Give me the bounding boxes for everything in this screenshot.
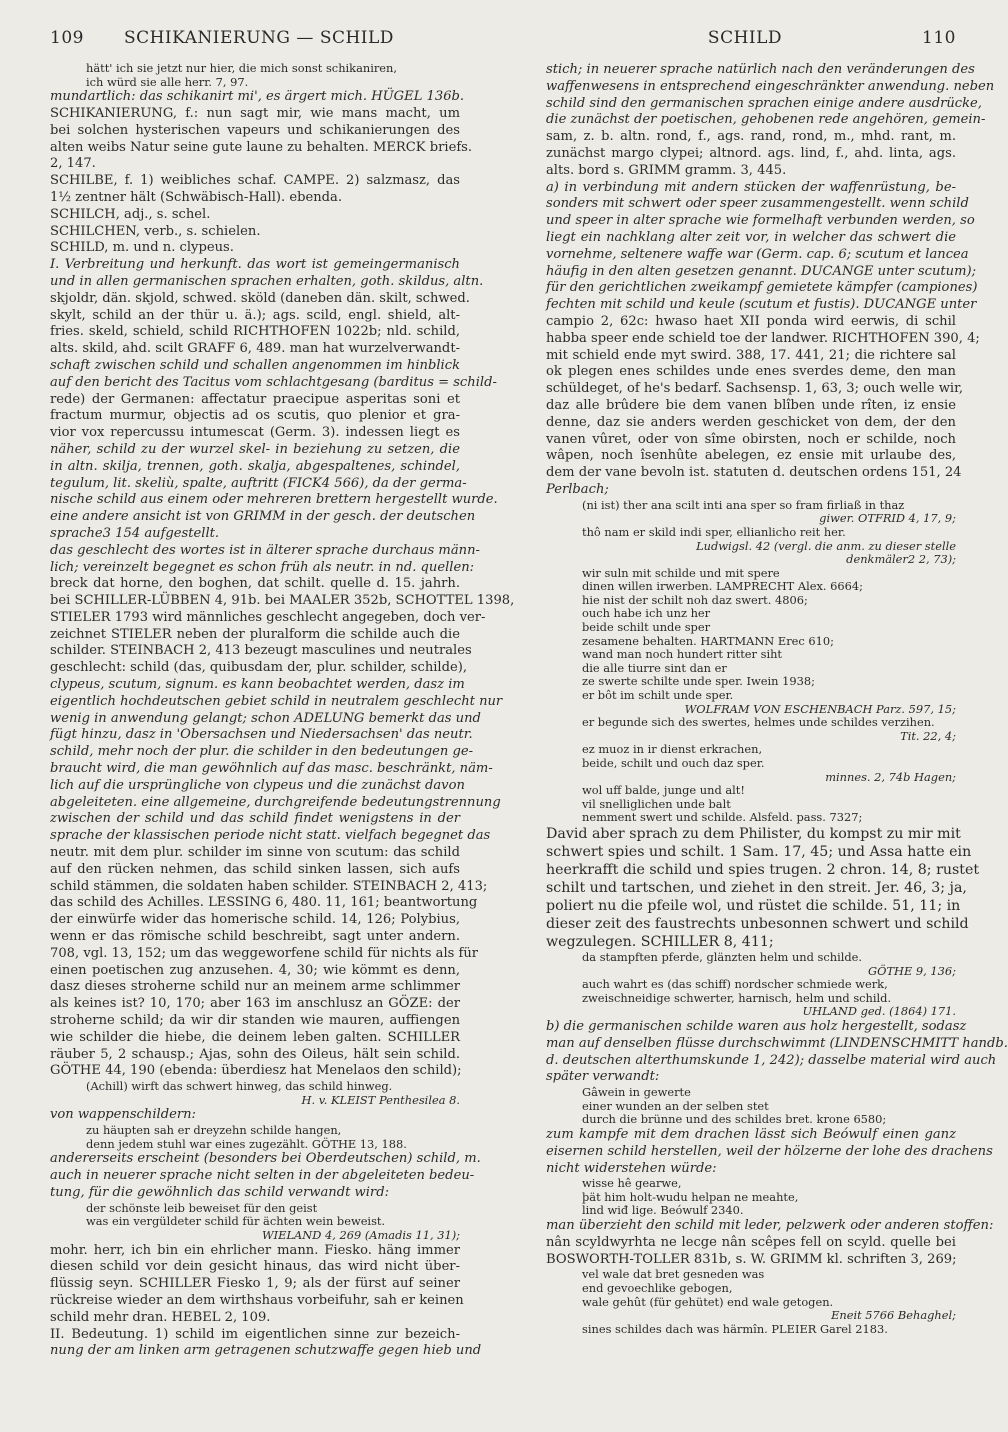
text-line: vornehme, seltenere waffe war (Germ. cap. 6; scutum et lancea <box>546 246 969 262</box>
text-line: ze swerte schilte unde sper. Iwein 1938; <box>582 674 815 689</box>
text-line: vanen vûret, oder von sîme obirsten, noch er schilde, noch <box>546 431 956 447</box>
text-line: der schönste leib beweiset für den geist <box>86 1200 318 1215</box>
text-line: neutr. mit dem plur. schilder im sinne von scutum: das schild <box>50 845 460 861</box>
text-line: dasz dieses stroherne schild nur an meinem arme schlimmer <box>50 979 460 995</box>
text-line: hie nist der schilt noh daz swert. 4806; <box>582 592 808 607</box>
text-line: end gevoechlike gebogen, <box>582 1281 733 1296</box>
text-line: 2, 147. <box>50 156 96 172</box>
text-line: WOLFRAM VON ESCHENBACH Parz. 597, 15; <box>684 701 956 716</box>
text-line: in altn. skilja, trennen, goth. skalja, abgespaltenes, schindel, <box>50 458 460 474</box>
text-line: das schild des Achilles. LESSING 6, 480. 11, 161; beantwortung <box>50 895 478 911</box>
text-line: 708, vgl. 13, 152; um das weggeworfene schild für nichts als für <box>50 945 479 961</box>
text-line: schild sind den germanischen sprachen einige andere ausdrücke, <box>546 95 982 111</box>
text-line: schüldeget, of he's bedarf. Sachsensp. 1, 63, 3; ouch welle wir, <box>546 381 964 397</box>
text-line: tegulum, lit. skeliù, spalte, auftritt (FICK4 566), da der germa- <box>50 475 467 491</box>
text-line: er begunde sich des swertes, helmes unde schildes verzihen. <box>582 715 935 730</box>
text-line: sam, z. b. altn. rond, f., ags. rand, rond, m., mhd. rant, m. <box>546 129 956 145</box>
text-line: durch die brünne und des schildes bret. krone 6580; <box>582 1112 887 1127</box>
text-line: räuber 5, 2 schausp.; Ajas, sohn des Oileus, hält sein schild. <box>50 1046 460 1062</box>
text-line: er bôt im schilt unde sper. <box>582 688 734 703</box>
text-line: zunächst margo clypei; altnord. ags. lind, f., ahd. linta, ags. <box>546 145 956 161</box>
text-line: liegt ein nachklang alter zeit vor, in welcher das schwert die <box>546 229 956 245</box>
text-line: eisernen schild herstellen, weil der hölzerne der lohe des drachens <box>546 1143 993 1159</box>
text-line: ich würd sie alle herr. 7, 97. <box>86 74 249 89</box>
text-line: später verwandt: <box>546 1069 660 1085</box>
text-line: vel wale dat bret gesneden was <box>582 1267 765 1282</box>
text-line: UHLAND ged. (1864) 171. <box>802 1004 956 1019</box>
text-line: von wappenschildern: <box>50 1107 196 1123</box>
text-line: nân scyldwyrhta ne lecge nân scêpes fell on scyld. quelle bei <box>546 1234 956 1250</box>
text-line: heerkrafft die schild und spies trugen. 2 chron. 14, 8; rustet <box>546 861 980 878</box>
text-line: und in allen germanischen sprachen erhalten, goth. skildus, altn. <box>50 273 484 289</box>
text-line: zweischneidige schwerter, harnisch, helm und schild. <box>582 990 892 1005</box>
text-line: minnes. 2, 74b Hagen; <box>825 769 956 784</box>
text-line: flüssig seyn. SCHILLER Fiesko 1, 9; als der fürst auf seiner <box>50 1276 460 1292</box>
text-line: SCHILBE, f. 1) weibliches schaf. CAMPE. 2) salzmasz, das <box>50 173 460 189</box>
text-line: wenn er das römische schild beschreibt, sagt unter andern. <box>50 929 460 945</box>
text-line: ez muoz in ir dienst erkrachen, <box>582 742 763 757</box>
text-line: alts. bord s. GRIMM gramm. 3, 445. <box>546 162 787 178</box>
text-line: wale gehût (für gehütet) end wale getogen. <box>582 1294 834 1309</box>
text-line: nicht widerstehen würde: <box>546 1160 717 1176</box>
text-line: lind wiđ lige. Beówulf 2340. <box>582 1203 744 1218</box>
text-line: a) in verbindung mit andern stücken der waffenrüstung, be- <box>546 179 956 195</box>
text-line: David aber sprach zu dem Philister, du kompst zu mir mit <box>546 825 961 842</box>
text-line: eine andere ansicht ist von GRIMM in der gesch. der deutschen <box>50 509 476 525</box>
text-line: häufig in den alten gesetzen genannt. DUCANGE unter scutum); <box>546 263 977 279</box>
text-line: breck dat horne, den boghen, dat schilt. quelle d. 15. jahrh. <box>50 576 460 592</box>
text-line: das geschlecht des wortes ist in älterer sprache durchaus männ- <box>50 542 480 558</box>
text-line: H. v. KLEIST Penthesilea 8. <box>301 1092 460 1107</box>
text-line: fries. skeld, schield, schild RICHTHOFEN 1022b; nld. schild, <box>50 324 460 340</box>
text-line: sonders mit schwert oder speer zusammengestellt. wenn schild <box>546 196 969 212</box>
text-line: was ein vergüldeter schild für ächten wein beweist. <box>86 1214 386 1229</box>
text-line: SCHIKANIERUNG, f.: nun sagt mir, wie mans macht, um <box>50 105 460 121</box>
text-line: skylt, schild an der thür u. ä.); ags. scild, engl. shield, alt- <box>50 307 460 323</box>
text-line: da stampften pferde, glänzten helm und schilde. <box>582 949 863 964</box>
text-line: mundartlich: das schikanirt mi', es ärgert mich. HÜGEL 136b. <box>50 89 465 105</box>
text-line: wir suln mit schilde und mit spere <box>582 565 780 580</box>
text-line: zum kampfe mit dem drachen lässt sich Beówulf einen ganz <box>546 1126 956 1142</box>
text-line: schaft zwischen schild und schallen angenommen im hinblick <box>50 357 460 373</box>
right-column <box>546 62 1008 1422</box>
text-line: Perlbach; <box>546 481 609 497</box>
text-line: beide schilt unde sper <box>582 620 711 635</box>
text-line: als keines ist? 10, 170; aber 163 im anschlusz an GÖZE: der <box>50 996 460 1012</box>
text-line: schild stämmen, die soldaten haben schilder. STEINBACH 2, 413; <box>50 878 488 894</box>
text-line: þät him holt-wudu helpan ne meahte, <box>582 1189 799 1204</box>
text-line: andererseits erscheint (besonders bei Oberdeutschen) schild, m. <box>50 1151 481 1167</box>
text-line: I. Verbreitung und herkunft. das wort ist gemeingermanisch <box>50 257 460 273</box>
text-line: skjoldr, dän. skjold, schwed. sköld (daneben dän. skilt, schwed. <box>50 290 470 306</box>
page-number-left: 109 <box>50 28 84 48</box>
text-line: SCHILD, m. und n. clypeus. <box>50 240 234 256</box>
text-line: wenig in anwendung gelangt; schon ADELUNG bemerkt das und <box>50 710 481 726</box>
text-line: 1½ zentner hält (Schwäbisch-Hall). ebenda. <box>50 189 343 205</box>
running-title-left: SCHIKANIERUNG — SCHILD <box>123 28 394 48</box>
text-line: näher, schild zu der wurzel skel- in beziehung zu setzen, die <box>50 441 460 457</box>
text-line: alten weibs Natur seine gute laune zu behalten. MERCK briefs. <box>50 139 473 155</box>
text-line: zu häupten sah er dreyzehn schilde hangen, <box>86 1123 342 1138</box>
text-line: mit schield ende myt swird. 388, 17. 441, 21; die richtere sal <box>546 347 956 363</box>
text-line: mohr. herr, ich bin ein ehrlicher mann. Fiesko. häng immer <box>50 1242 460 1258</box>
text-line: dem der vane bevoln ist. statuten d. deutschen ordens 151, 24 <box>546 465 962 481</box>
text-line: (ni ist) ther ana scilt inti ana sper so fram firliaß in thaz <box>582 497 905 512</box>
text-line: schwert spies und schilt. 1 Sam. 17, 45; und Assa hatte ein <box>546 843 972 860</box>
text-line: stroherne schild; da wir dir standen wie mauren, auffiengen <box>50 1013 460 1029</box>
text-line: poliert nu die pfeile wol, und rüstet die schilde. 51, 11; in <box>546 897 961 914</box>
text-line: sines schildes dach was härmîn. PLEIER Garel 2183. <box>582 1321 888 1336</box>
text-line: schild mehr dran. HEBEL 2, 109. <box>50 1309 271 1325</box>
text-line: beide, schilt und ouch daz sper. <box>582 756 765 770</box>
text-line: nung der am linken arm getragenen schutzwaffe gegen hieb und <box>50 1343 482 1359</box>
text-line: Ludwigsl. 42 (vergl. die anm. zu dieser stelle <box>696 538 956 553</box>
text-line: Eneit 5766 Behaghel; <box>831 1308 956 1323</box>
text-line: denn jedem stuhl war eines zugezählt. GÖTHE 13, 188. <box>86 1136 407 1151</box>
text-line: rückreise wieder an dem wirthshaus vorbeifuhr, sah er keinen <box>50 1292 464 1308</box>
text-line: braucht wird, die man gewöhnlich auf das masc. beschränkt, näm- <box>50 761 493 777</box>
text-line: fractum murmur, objectis ad os scutis, quo plenior et gra- <box>50 408 460 424</box>
running-title-right: SCHILD <box>707 28 783 48</box>
text-line: d. deutschen alterthumskunde 1, 242); dasselbe material wird auch <box>546 1052 997 1068</box>
text-line: nemment swert und schilde. Alsfeld. pass. 7327; <box>582 810 863 825</box>
text-line: der einwürfe wider das homerische schild. 14, 126; Polybius, <box>50 912 460 928</box>
text-line: bei solchen hysterischen vapeurs und schikanierungen des <box>50 122 460 138</box>
text-line: zesamene behalten. HARTMANN Erec 610; <box>582 633 834 648</box>
text-line: nische schild aus einem oder mehreren brettern hergestellt wurde. <box>50 492 498 508</box>
text-line: sprache der klassischen periode nicht statt. vielfach begegnet das <box>50 828 491 844</box>
text-line: tung, für die gewöhnlich das schild verwandt wird: <box>50 1184 389 1200</box>
text-line: alts. skild, ahd. scilt GRAFF 6, 489. man hat wurzelverwandt- <box>50 341 460 357</box>
text-line: auf den rücken nehmen, das schild sinken lassen, sich aufs <box>50 861 460 877</box>
header-left <box>50 28 394 48</box>
text-line: auch wahrt es (das schiff) nordscher schmiede werk, <box>582 977 888 992</box>
text-line: lich auf die ursprüngliche von clypeus und die zunächst davon <box>50 777 465 793</box>
text-line: STIELER 1793 wird männliches geschlecht angegeben, doch ver- <box>50 609 486 625</box>
text-line: man überzieht den schild mit leder, pelzwerk oder anderen stoffen: <box>546 1218 994 1234</box>
text-line: einer wunden an der selben stet <box>582 1098 769 1113</box>
two-column-body <box>50 61 1008 1422</box>
text-line: WIELAND 4, 269 (Amadis 11, 31); <box>261 1227 460 1242</box>
text-line: sprache3 154 aufgestellt. <box>50 525 220 541</box>
text-line: schilt und tartschen, und ziehet in den streit. Jer. 46, 3; ja, <box>546 879 967 896</box>
text-line: dinen willen irwerben. LAMPRECHT Alex. 6664; <box>582 579 863 594</box>
text-line: geschlecht: schild (das, quibusdam der, plur. schilder, schilde), <box>50 660 468 676</box>
text-line: Tit. 22, 4; <box>900 728 956 743</box>
text-line: bei SCHILLER-LÜBBEN 4, 91b. bei MAALER 352b, SCHOTTEL 1398, <box>50 593 515 609</box>
text-line: wisse hê gearwe, <box>582 1176 682 1191</box>
page-number-right: 110 <box>922 28 956 48</box>
text-line: wegzulegen. SCHILLER 8, 411; <box>546 933 774 950</box>
text-line: denne, daz sie anders werden geschicket von dem, der den <box>546 414 956 430</box>
text-line: BOSWORTH-TOLLER 831b, s. W. GRIMM kl. schriften 3, 269; <box>546 1251 957 1267</box>
header-right <box>708 28 956 48</box>
text-line: habba speer ende schield toe der landwer. RICHTHOFEN 390, 4; <box>546 330 980 346</box>
text-line: eigentlich hochdeutschen gebiet schild in neutralem geschlecht nur <box>50 693 503 709</box>
left-column <box>50 61 515 1422</box>
text-line: ouch habe ich unz her <box>582 606 711 621</box>
text-line: die zunächst der poetischen, gehobenen rede angehören, gemein- <box>546 112 986 128</box>
text-line: fechten mit schild und keule (scutum et fustis). DUCANGE unter <box>546 297 977 313</box>
text-line: einen poetischen zug anzusehen. 4, 30; wie kömmt es denn, <box>50 962 460 978</box>
text-line: fügt hinzu, dasz in 'Obersachsen und Niedersachsen' das neutr. <box>50 727 473 743</box>
text-line: vil snelliglichen unde balt <box>582 796 731 811</box>
text-line: ok plegen enes schildes unde enes sverdes deme, den man <box>546 364 956 380</box>
text-line: wol uff balde, junge und alt! <box>582 783 745 798</box>
text-line: für den gerichtlichen zweikampf gemietete kämpfer (campiones) <box>546 280 978 296</box>
text-line: auch in neuerer sprache nicht selten in der abgeleiteten bedeu- <box>50 1168 475 1184</box>
text-line: man auf denselben flüsse durchschwimmt (LINDENSCHMITT handb. <box>546 1035 1008 1051</box>
page-header <box>50 28 956 48</box>
text-line: clypeus, scutum, signum. es kann beobachtet werden, dasz im <box>50 677 465 693</box>
text-line: vior vox repercussu intumescat (Germ. 3). indessen liegt es <box>50 425 460 441</box>
text-line: abgeleiteten. eine allgemeine, durchgreifende bedeutungstrennung <box>50 794 501 810</box>
text-line: wâpen, noch îsenhûte abelegen, ez ensie mit urlaube des, <box>546 448 956 464</box>
text-line: GÖTHE 44, 190 (ebenda: überdiesz hat Menelaos den schild); <box>50 1063 462 1079</box>
text-line: stich; in neuerer sprache natürlich nach den veränderungen des <box>546 62 975 77</box>
text-line: hätt' ich sie jetzt nur hier, die mich sonst schikaniren, <box>86 61 397 75</box>
text-line: campio 2, 62c: hwaso haet XII ponda wird eerwis, di schil <box>546 313 956 329</box>
text-line: auf den bericht des Tacitus vom schlachtgesang (barditus = schild- <box>50 374 497 390</box>
text-line: diesen schild vor dein gesicht hinaus, das wird nicht über- <box>50 1259 460 1275</box>
text-line: schild, mehr noch der plur. die schilder in den bedeutungen ge- <box>50 744 474 760</box>
text-line: b) die germanischen schilde waren aus holz hergestellt, sodasz <box>546 1018 967 1034</box>
text-line: lich; vereinzelt begegnet es schon früh als neutr. in nd. quellen: <box>50 559 475 575</box>
text-line: zwischen der schild und das schild findet wenigstens in der <box>50 811 460 827</box>
text-line: thô nam er skild indi sper, ellianlicho reit her. <box>582 524 846 539</box>
text-line: und speer in alter sprache wie formelhaft verbunden werden, so <box>546 213 975 229</box>
text-line: zeichnet STIELER neben der pluralform die schilde auch die <box>50 626 460 642</box>
text-line: giwer. OTFRID 4, 17, 9; <box>819 511 956 526</box>
text-line: SCHILCH, adj., s. schel. <box>50 206 211 222</box>
text-line: schilder. STEINBACH 2, 413 bezeugt masculines und neutrales <box>50 643 472 659</box>
text-line: waffenwesens in entsprechend eingeschränkter anwendung. neben <box>546 78 995 94</box>
text-line: wand man noch hundert ritter siht <box>582 647 783 662</box>
text-line: rede) der Germanen: affectatur praecipue asperitas soni et <box>50 391 460 407</box>
text-line: dieser zeit des faustrechts unbesonnen schwert und schild <box>546 915 969 932</box>
text-line: SCHILCHEN, verb., s. schielen. <box>50 223 261 239</box>
text-line: GÖTHE 9, 136; <box>868 963 956 978</box>
text-line: die alle tiurre sint dan er <box>582 660 727 675</box>
text-line: denkmäler2 2, 73); <box>846 552 956 567</box>
text-line: wie schilder die hiebe, die deinem leben galten. SCHILLER <box>50 1029 460 1045</box>
text-line: II. Bedeutung. 1) schild im eigentlichen sinne zur bezeich- <box>50 1326 460 1342</box>
text-line: daz alle brûdere bie dem vanen blîben unde rîten, iz ensie <box>546 397 956 413</box>
text-line: (Achill) wirft das schwert hinweg, das schild hinweg. <box>86 1079 393 1094</box>
text-line: Gâwein in gewerte <box>582 1085 691 1100</box>
